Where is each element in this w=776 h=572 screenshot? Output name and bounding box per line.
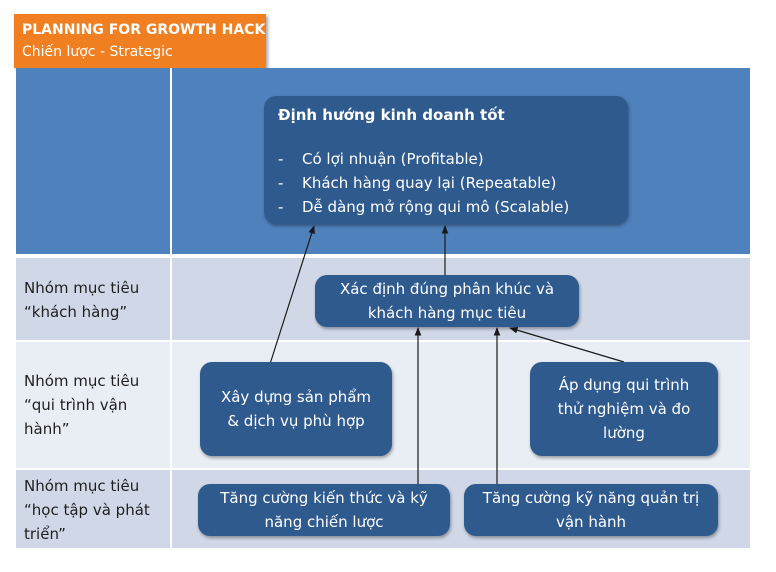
row-label-line: Nhóm mục tiêu xyxy=(24,279,140,297)
box-line: năng chiến lược xyxy=(264,513,384,531)
testing-process-box xyxy=(530,362,718,456)
box-line: thử nghiệm và đo xyxy=(557,400,691,418)
box-line: Xác định đúng phân khúc và xyxy=(339,280,555,298)
main-goal-bullet xyxy=(278,174,556,192)
bullet-marker: - xyxy=(278,174,284,192)
row-label-line: Nhóm mục tiêu xyxy=(24,477,140,495)
box-line: Tăng cường kỹ năng quản trị xyxy=(482,489,700,507)
customer-goal-box xyxy=(315,275,579,327)
bullet-marker: - xyxy=(278,150,284,168)
main-goal-box xyxy=(264,96,628,224)
bullet-marker: - xyxy=(278,198,284,216)
box-line: lường xyxy=(603,424,645,442)
row-label-line: “học tập và phát xyxy=(24,501,150,519)
box-line: Áp dụng qui trình xyxy=(558,376,690,394)
box-line: vận hành xyxy=(555,513,627,531)
bullet-text: Dễ dàng mở rộng qui mô (Scalable) xyxy=(302,198,570,216)
arrow-product-to-main xyxy=(270,226,314,364)
arrow-testing-to-customer xyxy=(510,328,624,362)
main-goal-bullet xyxy=(278,198,569,216)
main-goal-title: Định hướng kinh doanh tốt xyxy=(278,106,505,124)
row-label-line: “khách hàng” xyxy=(24,303,128,321)
row-label-line: Nhóm mục tiêu xyxy=(24,372,140,390)
box-line: Tăng cường kiến thức và kỹ xyxy=(220,489,428,507)
page-subtitle: Chiến lược - Strategic xyxy=(22,44,173,60)
bullet-text: Khách hàng quay lại (Repeatable) xyxy=(302,174,557,192)
bullet-text: Có lợi nhuận (Profitable) xyxy=(302,150,484,168)
product-service-box xyxy=(200,362,392,456)
main-goal-bullet xyxy=(278,150,484,168)
strategy-skills-box xyxy=(198,484,450,536)
box-line: Xây dựng sản phẩm xyxy=(220,388,372,406)
row-label-line: triển” xyxy=(24,525,66,543)
row-label-line: “qui trình vận xyxy=(24,396,128,414)
box-line: & dịch vụ phù hợp xyxy=(227,412,365,430)
page-title: PLANNING FOR GROWTH HACK xyxy=(22,22,266,38)
box-line: khách hàng mục tiêu xyxy=(367,304,527,322)
row-label-line: hành” xyxy=(24,420,70,438)
operations-skills-box xyxy=(464,484,718,536)
